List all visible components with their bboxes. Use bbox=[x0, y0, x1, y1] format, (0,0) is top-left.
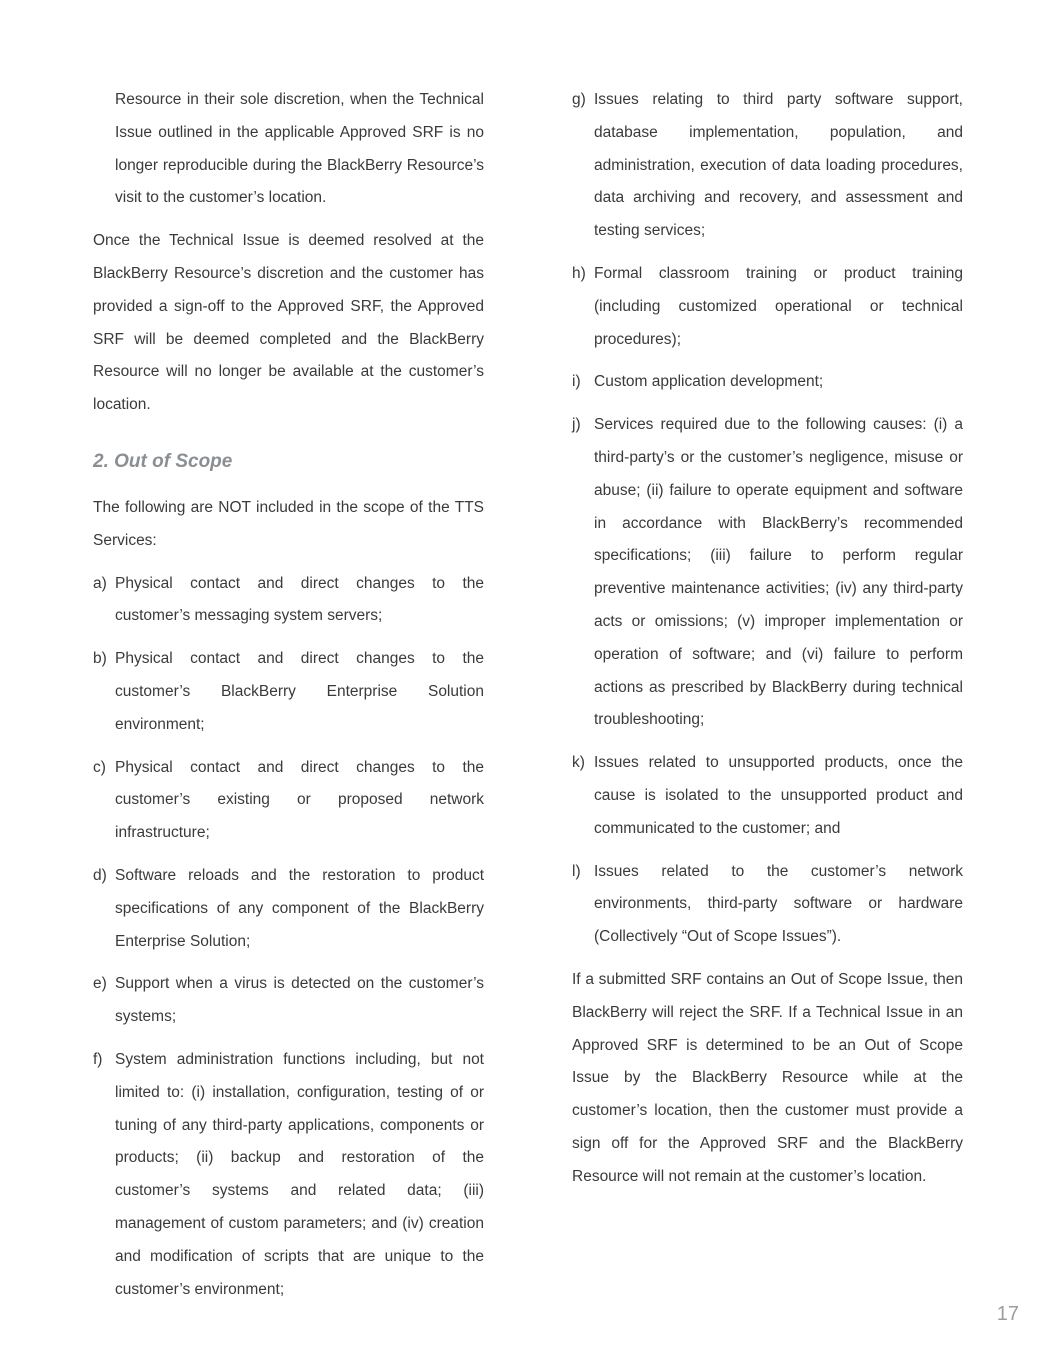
list-marker: f) bbox=[93, 1050, 103, 1068]
list-marker: d) bbox=[93, 866, 107, 884]
right-column bbox=[572, 84, 963, 1194]
list-item bbox=[572, 258, 963, 356]
list-marker: i) bbox=[572, 373, 581, 391]
intro-paragraph: The following are NOT included in the scope of the TTS Services: bbox=[93, 498, 484, 549]
list-item bbox=[93, 860, 484, 958]
list-item bbox=[572, 856, 963, 954]
list-marker: b) bbox=[93, 650, 107, 668]
list-marker: h) bbox=[572, 264, 586, 282]
left-column bbox=[93, 84, 484, 1306]
list-text: Services required due to the following causes: (i) a third-party’s or the customer’s negligence, misuse or abuse; (ii) failure to operate equipment and software in accordance with BlackBerry’s recommended specifications; (iii) failure to perform regular preventive maintenance activities; (iv) any third-party acts or omissions; (v) improper implementation or operation of software; and (vi) failure to perform actions as prescribed by BlackBerry during technical troubleshooting; bbox=[594, 416, 963, 729]
list-item bbox=[93, 643, 484, 741]
list-marker: g) bbox=[572, 91, 586, 108]
list-text: Formal classroom training or product training (including customized operational or technical procedures); bbox=[594, 264, 963, 348]
list-marker: c) bbox=[93, 758, 106, 776]
list-text: Physical contact and direct changes to the customer’s BlackBerry Enterprise Solution environment; bbox=[115, 650, 484, 733]
list-item bbox=[93, 752, 484, 850]
list-marker: l) bbox=[572, 862, 581, 880]
list-item bbox=[93, 968, 484, 1034]
page-number: 17 bbox=[996, 1303, 1019, 1325]
list-text: System administration functions including, but not limited to: (i) installation, configuration, testing of or tuning of any third-party applications, components or products; (ii) backup and restoration of the customer’s systems and related data; (iii) management of custom parameters; and (iv) creation and modification of scripts that are unique to the customer’s environment; bbox=[115, 1050, 484, 1298]
section-heading: 2. Out of Scope bbox=[93, 450, 233, 472]
list-item bbox=[572, 409, 963, 737]
list-text: Physical contact and direct changes to the customer’s existing or proposed network infrastructure; bbox=[115, 758, 484, 842]
list-text: Issues related to unsupported products, once the cause is isolated to the unsupported product and communicated to the customer; and bbox=[594, 754, 963, 837]
list-text: Physical contact and direct changes to the customer’s messaging system servers; bbox=[115, 574, 484, 625]
list-text: Issues related to the customer’s network environments, third-party software or hardware (Collectively “Out of Scope Issues”). bbox=[594, 862, 963, 946]
list-item bbox=[93, 568, 484, 634]
list-text: Support when a virus is detected on the customer’s systems; bbox=[115, 975, 484, 1026]
list-text: Issues relating to third party software support, database implementation, population, and administration, execution of data loading procedures, data archiving and recovery, and assessment and testing services; bbox=[594, 91, 963, 240]
closing-paragraph: If a submitted SRF contains an Out of Scope Issue, then BlackBerry will reject the SRF. If a Technical Issue in an Approved SRF is determined to be an Out of Scope Issue by the BlackBerry Resource while at the customer’s location, then the customer must provide a sign off for the Approved SRF and the BlackBerry Resource will not remain at the customer’s location. bbox=[572, 970, 963, 1185]
continued-paragraph: Resource in their sole discretion, when the Technical Issue outlined in the applicable Approved SRF is no longer reproducible during the BlackBerry Resource’s visit to the customer’s location. bbox=[115, 91, 484, 207]
list-item bbox=[572, 747, 963, 845]
resolution-paragraph: Once the Technical Issue is deemed resolved at the BlackBerry Resource’s discretion and the customer has provided a sign-off to the Approved SRF, the Approved SRF will be deemed completed and the BlackBerry Resource will no longer be available at the customer’s location. bbox=[93, 232, 484, 414]
list-item bbox=[572, 366, 963, 399]
list-marker: a) bbox=[93, 574, 107, 592]
list-text: Software reloads and the restoration to product specifications of any component of the BlackBerry Enterprise Solution; bbox=[115, 866, 484, 950]
list-item bbox=[572, 84, 963, 248]
list-marker: j) bbox=[572, 416, 581, 434]
list-item bbox=[93, 1044, 484, 1306]
list-marker: k) bbox=[572, 754, 585, 772]
list-text: Custom application development; bbox=[594, 373, 824, 391]
list-marker: e) bbox=[93, 975, 107, 993]
